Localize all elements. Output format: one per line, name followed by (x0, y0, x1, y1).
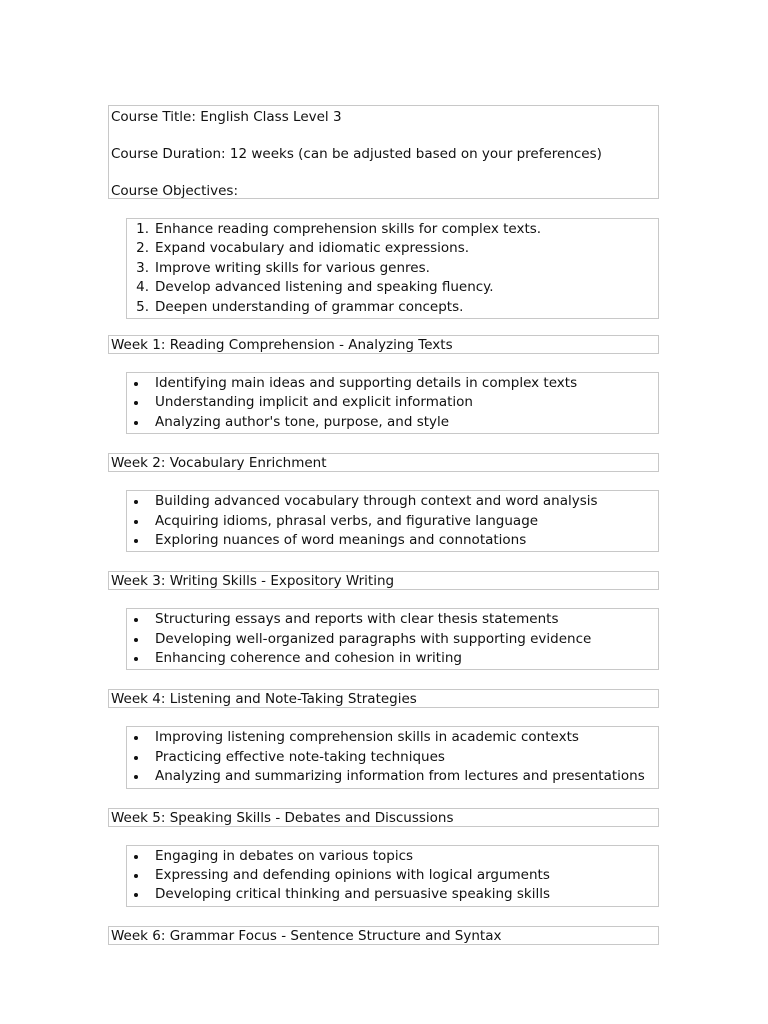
bullet-icon (134, 756, 138, 760)
topic-text: Analyzing and summarizing information from lectures and presentations (155, 768, 645, 785)
spacer (108, 708, 659, 726)
week-4-topics (126, 726, 659, 788)
objective-text: Develop advanced listening and speaking fluency. (155, 279, 494, 296)
bullet-icon (134, 421, 138, 425)
bullet-icon (134, 855, 138, 859)
week-6-heading: Week 6: Grammar Focus - Sentence Structure and Syntax (108, 926, 659, 945)
topic-text: Analyzing author's tone, purpose, and style (155, 413, 450, 430)
objective-item (127, 298, 658, 317)
spacer (108, 827, 659, 845)
topic-item (127, 413, 658, 432)
week-5-topics (126, 845, 659, 907)
topic-text: Developing well-organized paragraphs with supporting evidence (155, 630, 592, 647)
week-3-topics (126, 608, 659, 670)
topic-text: Enhancing coherence and cohesion in writing (155, 650, 462, 667)
topic-text: Engaging in debates on various topics (155, 847, 414, 864)
bullet-icon (134, 618, 138, 622)
topic-text: Exploring nuances of word meanings and connotations (155, 531, 527, 548)
spacer (108, 670, 659, 689)
objective-text: Enhance reading comprehension skills for complex texts. (155, 221, 542, 237)
objective-number: 5. (136, 298, 149, 315)
objectives-list (127, 220, 658, 317)
spacer (108, 552, 659, 571)
topic-text: Identifying main ideas and supporting details in complex texts (155, 374, 578, 391)
week-2-heading: Week 2: Vocabulary Enrichment (108, 453, 659, 472)
bullet-icon (134, 539, 138, 543)
week-5-heading: Week 5: Speaking Skills - Debates and Discussions (108, 808, 659, 827)
topic-item (127, 630, 658, 649)
topic-item (127, 610, 658, 629)
spacer (108, 590, 659, 608)
topic-item (127, 885, 658, 904)
objective-text: Improve writing skills for various genres. (155, 259, 430, 276)
topic-item (127, 649, 658, 668)
bullet-icon (134, 401, 138, 405)
objective-item (127, 220, 658, 239)
objective-item (127, 239, 658, 258)
spacer (108, 434, 659, 453)
bullet-icon (134, 520, 138, 524)
topic-text: Building advanced vocabulary through context and word analysis (155, 493, 598, 510)
topic-text: Improving listening comprehension skills in academic contexts (155, 729, 579, 746)
objectives-list-box (126, 218, 659, 319)
topic-item (127, 847, 658, 866)
spacer (108, 789, 659, 808)
bullet-icon (134, 657, 138, 661)
bullet-icon (134, 638, 138, 642)
topic-item (127, 492, 658, 511)
objective-text: Expand vocabulary and idiomatic expressions. (155, 240, 470, 257)
objective-number: 3. (136, 259, 149, 276)
topic-item (127, 374, 658, 393)
week-3-heading: Week 3: Writing Skills - Expository Writing (108, 571, 659, 590)
topic-text: Understanding implicit and explicit information (155, 394, 473, 411)
topic-text: Expressing and defending opinions with logical arguments (155, 867, 550, 884)
bullet-icon (134, 500, 138, 504)
topic-text: Structuring essays and reports with clear thesis statements (155, 611, 559, 628)
objective-item (127, 259, 658, 278)
topic-item (127, 748, 658, 767)
week-4-heading: Week 4: Listening and Note-Taking Strategies (108, 689, 659, 708)
topic-item (127, 767, 658, 786)
spacer (108, 199, 659, 218)
week-2-topics (126, 490, 659, 552)
objective-text: Deepen understanding of grammar concepts. (155, 298, 464, 315)
week-1-heading: Week 1: Reading Comprehension - Analyzing Texts (108, 335, 659, 354)
bullet-icon (134, 736, 138, 740)
course-info-block (108, 105, 659, 199)
bullet-icon (134, 775, 138, 779)
objective-number: 1. (136, 221, 149, 237)
document-page (108, 105, 659, 945)
bullet-icon (134, 382, 138, 386)
topic-text: Developing critical thinking and persuasive speaking skills (155, 886, 551, 903)
spacer (108, 319, 659, 335)
topic-text: Practicing effective note-taking techniques (155, 748, 445, 765)
spacer (108, 354, 659, 372)
week-1-topics (126, 372, 659, 434)
topic-item (127, 531, 658, 550)
topic-item (127, 866, 658, 885)
bullet-icon (134, 874, 138, 878)
topic-item (127, 393, 658, 412)
topic-text: Acquiring idioms, phrasal verbs, and figurative language (155, 512, 539, 529)
course-objectives-heading: Course Objectives: (111, 183, 239, 199)
objective-item (127, 278, 658, 297)
spacer (108, 907, 659, 926)
spacer (108, 472, 659, 490)
topic-item (127, 512, 658, 531)
topic-item (127, 728, 658, 747)
bullet-icon (134, 893, 138, 897)
course-title: Course Title: English Class Level 3 (111, 109, 342, 125)
objective-number: 2. (136, 240, 149, 257)
objective-number: 4. (136, 279, 149, 296)
course-duration: Course Duration: 12 weeks (can be adjusted based on your preferences) (111, 146, 602, 162)
